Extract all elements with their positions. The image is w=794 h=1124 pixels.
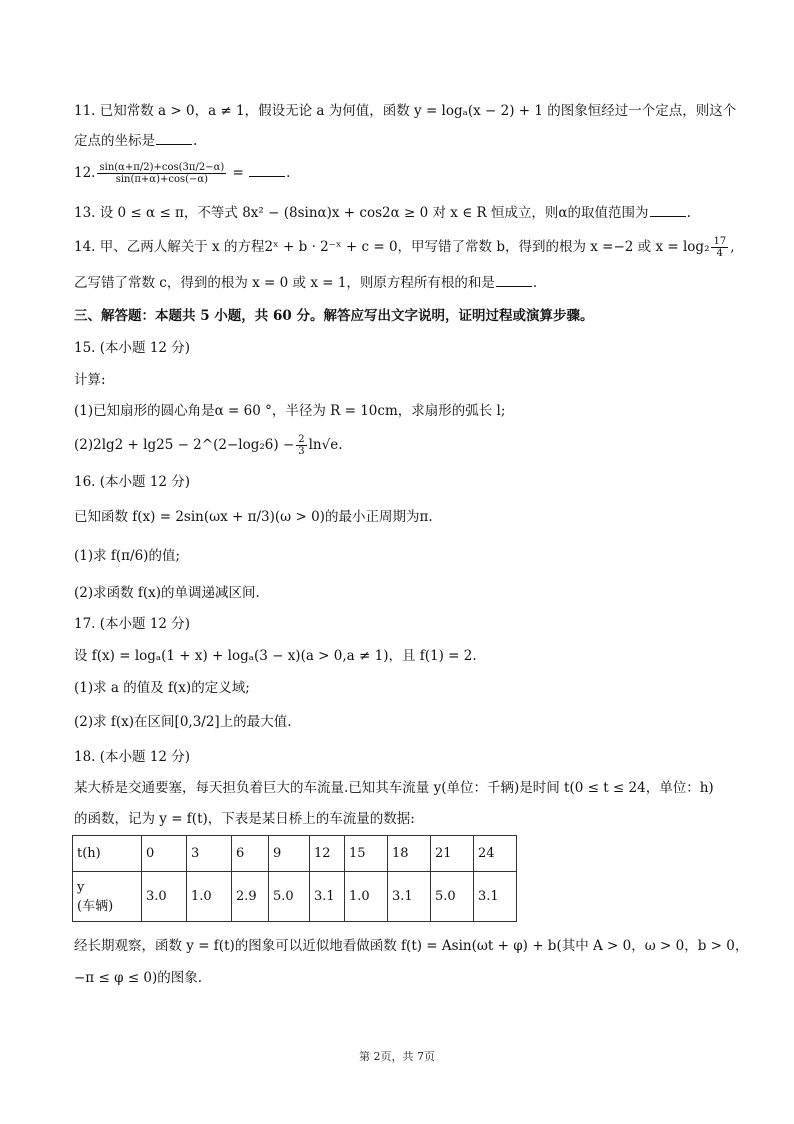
q17-part2: (2)求 f(x)在区间[0,3/2]上的最大值. — [74, 714, 292, 730]
problem-14-end: . — [532, 275, 538, 291]
table-cell: 3.1 — [388, 872, 431, 922]
problem-11-line1: 11. 已知常数 a > 0，a ≠ 1，假设无论 a 为何值，函数 y = logₐ(x − 2) + 1 的图象恒经过一个定点，则这个 — [74, 103, 737, 119]
problem-11-end: . — [193, 133, 198, 149]
table-cell: 3 — [187, 836, 232, 872]
problem-13-end: . — [686, 205, 691, 221]
answer-blank — [156, 132, 192, 145]
table-cell: 24 — [474, 836, 517, 872]
q16-part1: (1)求 f(π/6)的值; — [74, 548, 181, 564]
table-cell: 5.0 — [269, 872, 310, 922]
q18-stem1: 某大桥是交通要塞，每天担负着巨大的车流量.已知其车流量 y(单位：千辆)是时间 t(0 ≤ t ≤ 24，单位：h) — [74, 780, 714, 796]
answer-blank — [650, 204, 686, 217]
q17-head: 17. (本小题 12 分) — [74, 616, 191, 632]
q16-part2: (2)求函数 f(x)的单调递减区间. — [74, 585, 260, 601]
problem-14-text-a: 14. 甲、乙两人解关于 x 的方程2ˣ + b · 2⁻ˣ + c = 0，甲写错了常数 b，得到的根为 x =−2 或 x = log₂ — [74, 239, 710, 255]
table-header-cell: t(h) — [73, 836, 142, 872]
problem-12-fraction — [97, 162, 226, 185]
table-row — [73, 836, 517, 872]
table-cell: 1.0 — [345, 872, 388, 922]
table-cell: 3.1 — [474, 872, 517, 922]
problem-14-line2 — [74, 273, 537, 293]
q15-intro: 计算: — [74, 372, 106, 388]
answer-blank — [496, 274, 532, 287]
problem-14-text-b: , — [730, 239, 735, 255]
page-footer: 第 2页，共 7页 — [359, 1050, 435, 1063]
table-cell: 12 — [310, 836, 345, 872]
q17-part1: (1)求 a 的值及 f(x)的定义域; — [74, 680, 250, 696]
q15-head: 15. (本小题 12 分) — [74, 340, 191, 356]
fraction-numerator: sin(α+π/2)+cos(3π/2−α) — [99, 162, 225, 173]
q16-stem: 已知函数 f(x) = 2sin(ωx + π/3)(ω > 0)的最小正周期为π. — [74, 509, 433, 525]
q15-part2-b: ln√e. — [308, 437, 343, 453]
q15-part1: (1)已知扇形的圆心角是α = 60 °，半径为 R = 10cm，求扇形的弧长 l; — [74, 403, 506, 419]
table-header-cell — [73, 872, 142, 922]
fraction-numerator: 2 — [298, 434, 305, 445]
table-cell: 1.0 — [187, 872, 232, 922]
problem-14-fraction — [711, 236, 728, 259]
q15-part2 — [74, 432, 343, 458]
q15-part2-a: (2)2lg2 + lg25 − 2^(2−log₂6) − — [74, 437, 295, 453]
problem-14-line1 — [74, 234, 735, 260]
table-cell: 0 — [142, 836, 187, 872]
table-cell: 5.0 — [431, 872, 474, 922]
problem-11-line2 — [74, 131, 197, 151]
table-cell: 2.9 — [232, 872, 269, 922]
q18-after2: −π ≤ φ ≤ 0)的图象. — [74, 970, 203, 986]
q18-stem2: 的函数，记为 y = f(t)，下表是某日桥上的车流量的数据: — [74, 811, 415, 827]
fraction-denominator: 4 — [716, 248, 724, 259]
table-cell: 21 — [431, 836, 474, 872]
problem-12-eq: = — [228, 165, 249, 181]
y-label: y — [77, 879, 85, 895]
answer-blank — [249, 164, 285, 177]
problem-12 — [74, 160, 290, 186]
table-cell: 3.1 — [310, 872, 345, 922]
fraction-denominator: sin(π+α)+cos(−α) — [115, 174, 209, 185]
problem-13 — [74, 203, 691, 223]
problem-12-label: 12. — [74, 165, 96, 181]
fraction-numerator: 17 — [713, 236, 727, 247]
problem-12-end: . — [286, 165, 291, 181]
table-cell: 18 — [388, 836, 431, 872]
q18-head: 18. (本小题 12 分) — [74, 749, 191, 765]
table-row — [73, 872, 517, 922]
table-cell: 6 — [232, 836, 269, 872]
problem-13-text: 13. 设 0 ≤ α ≤ π，不等式 8x² − (8sinα)x + cos2α ≥ 0 对 x ∈ R 恒成立，则α的取值范围为 — [74, 205, 649, 221]
traffic-data-table — [72, 835, 517, 922]
problem-14-text-c: 乙写错了常数 c，得到的根为 x = 0 或 x = 1，则原方程所有根的和是 — [74, 275, 495, 291]
table-cell: 9 — [269, 836, 310, 872]
table-cell: 3.0 — [142, 872, 187, 922]
q15-fraction — [296, 434, 306, 457]
problem-11-text: 定点的坐标是 — [74, 133, 155, 149]
unit-label: (车辆) — [77, 898, 114, 914]
q17-stem: 设 f(x) = logₐ(1 + x) + logₐ(3 − x)(a > 0,a ≠ 1)，且 f(1) = 2. — [74, 648, 477, 664]
table-cell: 15 — [345, 836, 388, 872]
fraction-denominator: 3 — [298, 446, 305, 457]
section-3-heading: 三、解答题：本题共 5 小题，共 60 分。解答应写出文字说明，证明过程或演算步骤。 — [74, 308, 594, 324]
q16-head: 16. (本小题 12 分) — [74, 474, 191, 490]
q18-after1: 经长期观察，函数 y = f(t)的图象可以近似地看做函数 f(t) = Asin(ωt + φ) + b(其中 A > 0，ω > 0，b > 0， — [74, 938, 749, 954]
